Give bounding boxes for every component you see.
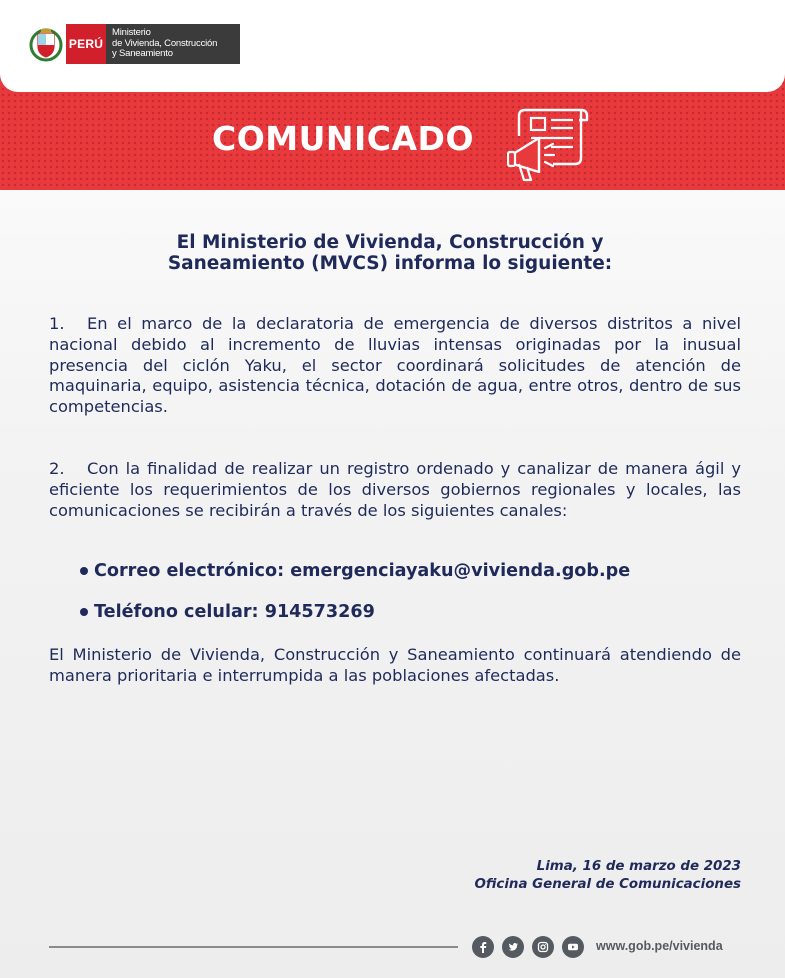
bullet-icon [80, 608, 88, 616]
ministry-line: y Saneamiento [112, 48, 173, 59]
point-text: Con la finalidad de realizar un registro ordenado y canalizar de manera ágil y eficiente los requerimientos de los diversos gobiernos regionales y locales, las comunicaciones se recibirán a través de los siguientes canales: [49, 459, 741, 520]
announcement-heading [80, 232, 700, 274]
signature-block [474, 858, 741, 894]
youtube-icon[interactable] [562, 936, 584, 958]
office-name: Oficina General de Comunicaciones [474, 877, 741, 892]
ministry-line: de Vivienda, Construcción [112, 37, 218, 49]
footer-divider [49, 946, 458, 948]
channel-email [80, 561, 630, 581]
banner-title: COMUNICADO [212, 119, 475, 158]
channel-text: Correo electrónico: emergenciayaku@vivienda.gob.pe [94, 561, 631, 581]
channel-text: Teléfono celular: 914573269 [94, 602, 375, 622]
point-1 [49, 314, 741, 418]
heading-line: Saneamiento (MVCS) informa lo siguiente: [167, 253, 613, 274]
social-links [472, 936, 584, 958]
ministry-label [106, 24, 240, 64]
facebook-icon[interactable] [472, 936, 494, 958]
place-date: Lima, 16 de marzo de 2023 [536, 859, 741, 874]
ministry-line: Ministerio [112, 27, 151, 38]
website-link[interactable]: www.gob.pe/vivienda [596, 939, 723, 953]
heading-line: El Ministerio de Vivienda, Construcción y [176, 232, 604, 253]
ministry-logo[interactable] [29, 24, 240, 64]
megaphone-newspaper-icon [507, 106, 589, 186]
instagram-icon[interactable] [532, 936, 554, 958]
twitter-icon[interactable] [502, 936, 524, 958]
closing-paragraph: El Ministerio de Vivienda, Construcción y Saneamiento continuará atendiendo de manera prioritaria e interrumpida a las poblaciones afectadas. [49, 645, 741, 685]
peru-label: PERÚ [66, 24, 106, 64]
point-number: 2. [49, 459, 65, 478]
channel-phone [80, 602, 375, 622]
point-text: En el marco de la declaratoria de emergencia de diversos distritos a nivel nacional debido al incremento de lluvias intensas originadas por la inusual presencia del ciclón Yaku, el sector coordinará solicitudes de atención de maquinaria, equipo, asistencia técnica, dotación de agua, entre otros, dentro de sus competencias. [49, 314, 741, 417]
point-number: 1. [49, 314, 65, 333]
point-2 [49, 459, 741, 521]
bullet-icon [80, 567, 88, 575]
coat-of-arms-icon [29, 25, 63, 63]
